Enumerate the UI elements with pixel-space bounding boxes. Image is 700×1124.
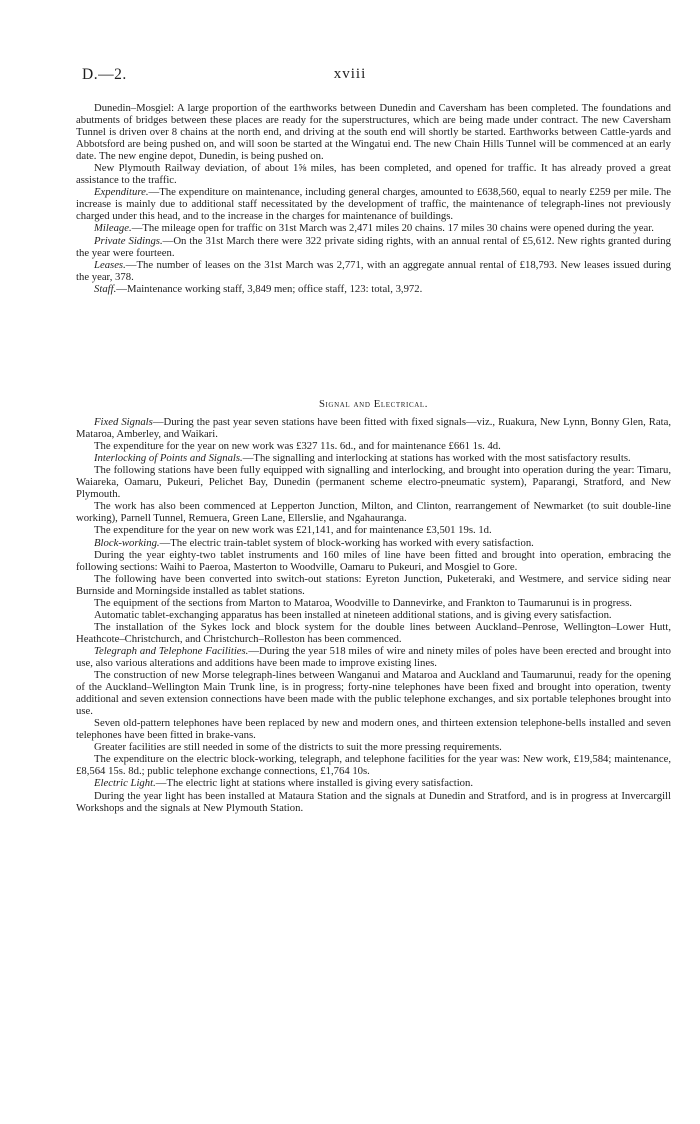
paragraph-work-commenced: The work has also been commenced at Lepperton Junction, Milton, and Clinton, rearrangement of Newmarket (to suit double-line working), Parnell Tunnel, Remuera, Green Lane, Ellerslie, and Ngahauranga. (76, 500, 671, 525)
expenditure-label: Expenditure. (94, 186, 149, 199)
leases-text: —The number of leases on the 31st March was 2,771, with an aggregate annual rental of £18,793. New leases issued during the year, 378. (76, 258, 671, 283)
paragraph-equipment-progress: The equipment of the sections from Marton to Mataroa, Woodville to Dannevirke, and Frankton to Taumarunui is in progress. (94, 596, 632, 609)
private-sidings-text: —On the 31st March there were 322 private siding rights, with an annual rental of £5,612. New rights granted during the year were fourteen. (76, 234, 671, 259)
paragraph-leases (76, 259, 671, 283)
staff-label: Staff. (94, 282, 117, 295)
interlocking-label: Interlocking of Points and Signals. (94, 452, 243, 465)
electric-light-text: —The electric light at stations where installed is giving every satisfaction. (155, 777, 474, 790)
page-number: xviii (333, 66, 367, 82)
paragraph-morse-lines: The construction of new Morse telegraph-lines between Wanganui and Mataroa and Auckland and Taumarunui, ready for the opening of the Auckland–Wellington Main Trunk line, is in progress; forty-nine telephones have been fixed and brought into operation, twenty additional and seven extension connections have been made with the public telephone exchanges, and six portable telephones brought into use. (76, 669, 671, 718)
expenditure-text: —The expenditure on maintenance, including general charges, amounted to £638,560, equal to nearly £259 per mile. The increase is mainly due to additional staff necessitated by the development of traffic, the maintenance of telegraph-lines not previously charged under this head, and to the increase in the charges for maintenance of buildings. (76, 186, 671, 223)
mileage-text: —The mileage open for traffic on 31st March was 2,471 miles 20 chains. 17 miles 30 chains were opened during the year. (131, 222, 654, 235)
section-heading: Signal and Electrical. (318, 398, 429, 410)
page-reference: D.—2. (82, 66, 127, 83)
fixed-signals-text: —During the past year seven stations have been fitted with fixed signals—viz., Ruakura, New Lynn, Bonny Glen, Rata, Mataroa, Amberley, and Waikari. (76, 416, 671, 441)
paragraph-interlocking-expenditure: The expenditure for the year on new work was £21,141, and for maintenance £3,501 19s. 1d. (94, 524, 492, 537)
block-working-text: —The electric train-tablet system of block-working has worked with every satisfaction. (159, 536, 534, 549)
paragraph-new-plymouth-deviation: New Plymouth Railway deviation, of about 1⅝ miles, has been completed, and opened for traffic. It has already proved a great assistance to the traffic. (76, 162, 671, 187)
paragraph-greater-facilities: Greater facilities are still needed in some of the districts to suit the more pressing requirements. (94, 741, 502, 754)
section-signal-electrical (76, 398, 671, 814)
paragraph-sykes-system: The installation of the Sykes lock and block system for the double lines between Auckland–Penrose, Wellington–Lower Hutt, Heathcote–Christchurch, and Christchurch–Rolleston has been commenced. (76, 620, 671, 645)
paragraph-mileage (76, 222, 671, 234)
paragraph-switch-out-stations: The following have been converted into switch-out stations: Eyreton Junction, Puketeraki, and Westmere, and service siding near Burnside and Morningside installed as tablet stations. (76, 572, 671, 597)
block-working-label: Block-working. (94, 536, 160, 549)
paragraph-fixed-signals-expenditure: The expenditure for the year on new work was £327 11s. 6d., and for maintenance £661 1s. 4d. (94, 440, 501, 453)
paragraph-tablet-exchanging: Automatic tablet-exchanging apparatus has been installed at nineteen additional stations, and is giving every satisfaction. (94, 608, 612, 621)
paragraph-fixed-signals (76, 416, 671, 440)
paragraph-telegraph-telephone (76, 645, 671, 669)
paragraph-tablet-instruments: During the year eighty-two tablet instruments and 160 miles of line have been fitted and brought into operation, embracing the following sections: Waihi to Paeroa, Masterton to Woodville, Oamaru to Pukeuri, and Mosgiel to Gore. (76, 548, 671, 573)
fixed-signals-label: Fixed Signals (94, 416, 153, 429)
staff-text: —Maintenance working staff, 3,849 men; office staff, 123: total, 3,972. (116, 282, 423, 295)
paragraph-light-installed: During the year light has been installed at Mataura Station and the signals at Dunedin and Stratford, and is in progress at Invercargill Workshops and the signals at New Plymouth Station. (76, 789, 671, 814)
paragraph-block-working (76, 537, 671, 549)
paragraph-private-sidings (76, 235, 671, 259)
paragraph-staff (76, 283, 671, 295)
telegraph-text: —During the year 518 miles of wire and ninety miles of poles have been erected and brought into use, also various alterations and additions have been made to improve existing lines. (76, 644, 671, 669)
private-sidings-label: Private Sidings. (94, 234, 163, 247)
paragraph-telegraph-expenditure: The expenditure on the electric block-working, telegraph, and telephone facilities for the year was: New work, £19,584; maintenance, £8,564 15s. 8d.; public telephone exchange connections, £1,764 10s. (76, 753, 671, 778)
electric-light-label: Electric Light. (94, 777, 156, 790)
paragraph-expenditure (76, 186, 671, 222)
section-maintenance (76, 102, 671, 295)
paragraph-dunedin-mosgiel: Dunedin–Mosgiel: A large proportion of the earthworks between Dunedin and Caversham has been completed. The foundations and abutments of bridges between these places are ready for the superstructures, which are being made under contract. The new Caversham Tunnel is driven over 8 chains at the north end, and driving at the south end will shortly be started. Earthworks between Cattle-yards and Abbotsford are being pushed on, and will soon be started at the Wingatui end. The new Chain Hills Tunnel will be commenced at an early date. The new engine depot, Dunedin, is being pushed on. (76, 102, 671, 163)
interlocking-text: —The signalling and interlocking at stations has worked with the most satisfactory results. (242, 452, 631, 465)
paragraph-old-telephones: Seven old-pattern telephones have been replaced by new and modern ones, and thirteen extension telephone-bells installed and seven telephones have been fitted in brake-vans. (76, 717, 671, 742)
paragraph-interlocking (76, 452, 671, 464)
leases-label: Leases. (94, 258, 126, 271)
paragraph-electric-light (76, 777, 671, 789)
paragraph-stations-equipped: The following stations have been fully equipped with signalling and interlocking, and brought into operation during the year: Timaru, Waiareka, Oamaru, Pukeuri, Pelichet Bay, Dunedin (permanent scheme electro-pneumatic system), Paparangi, Stratford, and New Plymouth. (76, 464, 671, 501)
mileage-label: Mileage. (94, 222, 132, 235)
telegraph-label: Telegraph and Telephone Facilities. (94, 644, 249, 657)
